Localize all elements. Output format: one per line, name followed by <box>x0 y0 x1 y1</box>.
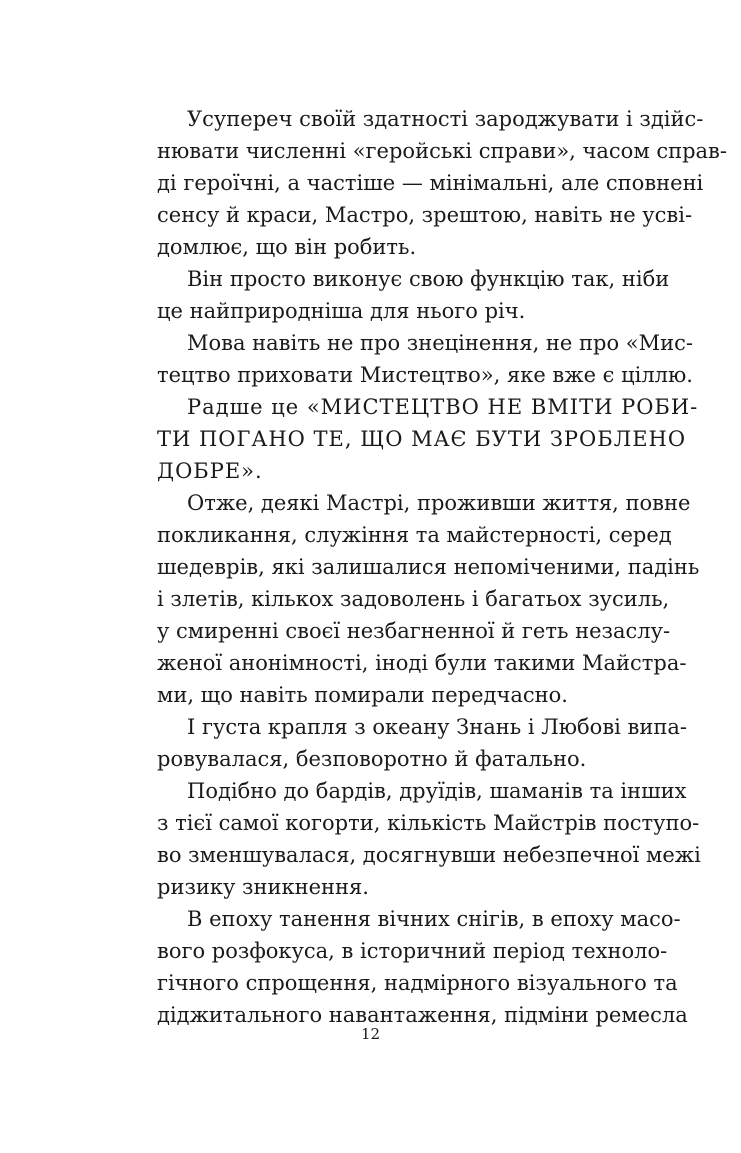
text-line: ризику зникнення. <box>157 875 369 899</box>
text-line: В епоху танення вічних снігів, в епоху масо- <box>187 907 681 931</box>
text-line: Усупереч своїй здатності зароджувати і здійс- <box>187 107 704 131</box>
text-line: у смиренні своєї незбагненної й геть незаслу- <box>157 619 671 643</box>
text-line: во зменшувалася, досягнувши небезпечної межі <box>157 843 701 867</box>
text-line: тецтво приховати Мистецтво», яке вже є ціллю. <box>157 363 693 387</box>
text-line: діджитального навантаження, підміни ремесла <box>157 1003 688 1027</box>
text-line: вого розфокуса, в історичний період техноло- <box>157 939 668 963</box>
text-line: ми, що навіть помирали передчасно. <box>157 683 568 707</box>
text-line: Він просто виконує свою функцію так, ніби <box>187 267 670 291</box>
text-line: сенсу й краси, Мастро, зрештою, навіть не усві- <box>157 203 693 227</box>
text-line: женої анонімності, іноді були такими Майстра- <box>157 651 687 675</box>
text-line: домлює, що він робить. <box>157 235 417 259</box>
text-line: Радше це «МИСТЕЦТВО НЕ ВМІТИ РОБИ- <box>187 395 699 419</box>
text-line: ді героїчні, а частіше — мінімальні, але сповнені <box>157 171 704 195</box>
text-line: ДОБРЕ». <box>157 459 263 483</box>
text-line: і злетів, кількох задоволень і багатьох зусиль, <box>157 587 670 611</box>
text-line: гічного спрощення, надмірного візуального та <box>157 971 678 995</box>
text-line: Отже, деякі Мастрі, проживши життя, повне <box>187 491 691 515</box>
text-line: І густа крапля з океану Знань і Любові випа- <box>187 715 687 739</box>
text-line: шедеврів, які залишалися непоміченими, падінь <box>157 555 700 579</box>
page-number: 12 <box>360 1025 381 1043</box>
text-line: Мова навіть не про знецінення, не про «Мис- <box>187 331 693 355</box>
text-line: з тієї самої когорти, кількість Майстрів поступо- <box>157 811 700 835</box>
text-line: це найприродніша для нього річ. <box>157 299 526 323</box>
text-line: Подібно до бардів, друїдів, шаманів та інших <box>187 779 687 803</box>
text-line: ТИ ПОГАНО ТЕ, ЩО МАЄ БУТИ ЗРОБЛЕНО <box>157 427 687 451</box>
text-line: покликання, служіння та майстерності, серед <box>157 523 672 547</box>
text-line: нювати численні «геройські справи», часом справ- <box>157 139 727 163</box>
text-line: ровувалася, безповоротно й фатально. <box>157 747 587 771</box>
